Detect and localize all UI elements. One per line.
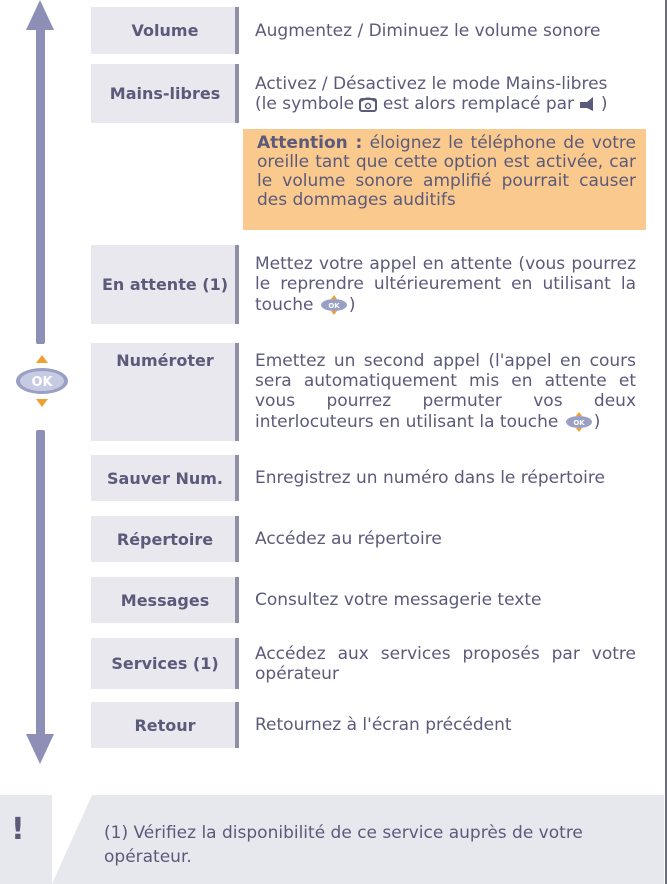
desc-volume: Augmentez / Diminuez le volume sonore bbox=[255, 20, 601, 41]
desc-services: Accédez aux services proposés par votre opérateur bbox=[255, 643, 636, 684]
footnote-text: (1) Vérifiez la disponibilité de ce service auprès de votre opérateur. bbox=[104, 823, 583, 867]
row-mains-libres bbox=[91, 64, 646, 123]
label-sauver-num: Sauver Num. bbox=[91, 455, 239, 501]
row-numeroter bbox=[91, 343, 646, 441]
label-services: Services (1) bbox=[91, 638, 239, 689]
row-messages bbox=[91, 577, 646, 623]
row-en-attente bbox=[91, 245, 646, 324]
svg-text:OK: OK bbox=[573, 419, 585, 427]
row-services bbox=[91, 638, 646, 689]
phone-symbol-icon bbox=[359, 96, 377, 112]
label-en-attente: En attente (1) bbox=[91, 245, 239, 324]
arrow-down-icon bbox=[26, 734, 54, 764]
scroll-line-bottom bbox=[36, 430, 45, 736]
arrow-up-icon bbox=[26, 0, 54, 30]
label-numeroter: Numéroter bbox=[91, 343, 239, 441]
warning-box bbox=[243, 129, 646, 230]
speaker-symbol-icon bbox=[579, 96, 595, 112]
desc-mains-libres: Activez / Désactivez le mode Mains-libres (le symbole est alors remplacé par ) bbox=[255, 73, 608, 114]
row-volume bbox=[91, 7, 646, 54]
desc-numeroter: Emettez un second appel (l'appel en cours sera automatiquement mis en attente et vous pourrez permuter vos deux interlocuteurs en utilisant la touche OK ) bbox=[255, 351, 636, 432]
ok-navigation-key-icon bbox=[10, 353, 74, 409]
label-mains-libres: Mains-libres bbox=[91, 64, 239, 123]
label-messages: Messages bbox=[91, 577, 239, 623]
row-repertoire bbox=[91, 516, 646, 562]
svg-text:OK: OK bbox=[31, 375, 53, 390]
warning-title: Attention : bbox=[257, 133, 363, 153]
desc-messages: Consultez votre messagerie texte bbox=[255, 590, 542, 610]
ok-key-inline-icon bbox=[564, 411, 594, 433]
desc-sauver-num: Enregistrez un numéro dans le répertoire bbox=[255, 468, 605, 488]
desc-repertoire: Accédez au répertoire bbox=[255, 529, 442, 549]
row-sauver-num bbox=[91, 455, 646, 501]
warning-text: éloignez le téléphone de votre oreille tant que cette option est activée, car le volume sonore amplifié pourrait causer des dommages auditifs bbox=[257, 133, 637, 210]
label-repertoire: Répertoire bbox=[91, 516, 239, 562]
svg-text:OK: OK bbox=[328, 301, 340, 310]
row-retour bbox=[91, 702, 646, 748]
desc-retour: Retournez à l'écran précédent bbox=[255, 715, 512, 735]
desc-en-attente: Mettez votre appel en attente (vous pourrez le reprendre ultérieurement en utilisant la touche OK ) bbox=[255, 253, 636, 315]
exclamation-icon: ! bbox=[11, 812, 25, 847]
label-retour: Retour bbox=[91, 702, 239, 748]
label-volume: Volume bbox=[91, 7, 239, 54]
ok-key-inline-icon bbox=[319, 294, 349, 316]
scroll-line-top bbox=[36, 28, 45, 344]
footnote-divider bbox=[52, 795, 92, 884]
